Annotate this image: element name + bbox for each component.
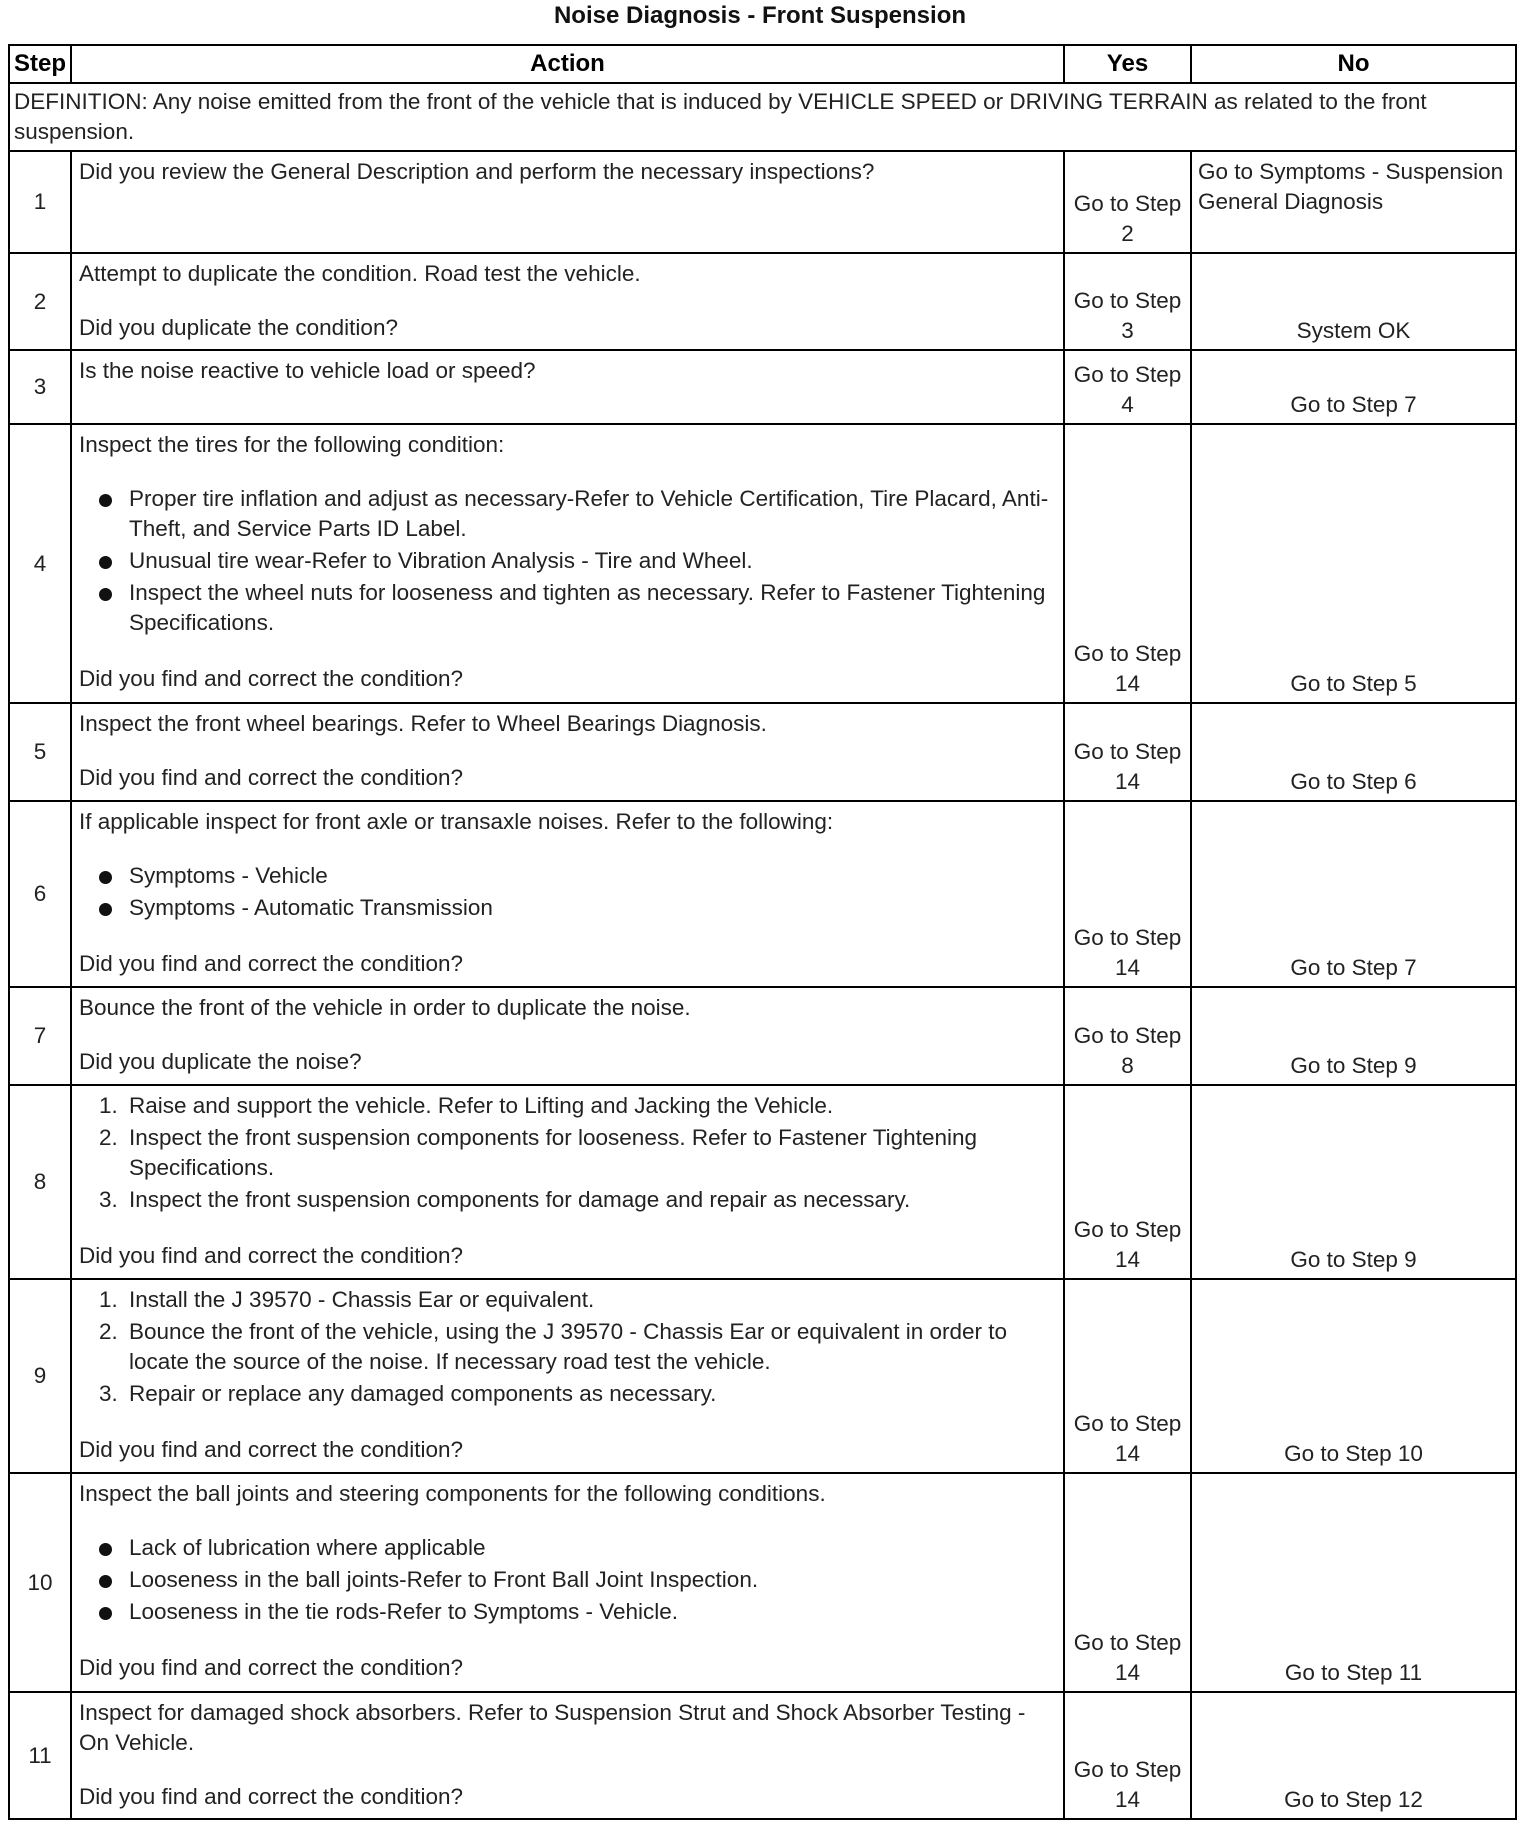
no-result: Go to Step 10 [1191,1279,1516,1473]
yes-result: Go to Step 14 [1064,703,1191,801]
action-question: Did you find and correct the condition? [79,1655,463,1680]
action-cell [71,703,1064,801]
header-yes: Yes [1064,45,1191,83]
action-cell [71,350,1064,424]
no-result: System OK [1191,253,1516,350]
yes-result: Go to Step 14 [1064,424,1191,703]
list-number: 3. [99,1187,118,1212]
action-intro: Is the noise reactive to vehicle load or speed? [79,358,536,383]
list-item: Lack of lubrication where applicable [99,1533,1051,1563]
list-item: Unusual tire wear-Refer to Vibration Analysis - Tire and Wheel. [99,546,1051,576]
no-result: Go to Step 5 [1191,424,1516,703]
action-intro: Inspect the ball joints and steering components for the following conditions. [79,1481,826,1506]
numbered-list [79,1091,1051,1215]
table-row [9,1473,1516,1692]
yes-result: Go to Step 14 [1064,801,1191,987]
yes-result: Go to Step 8 [1064,987,1191,1085]
action-question: Did you find and correct the condition? [79,1784,463,1809]
action-question: Did you duplicate the condition? [79,315,398,340]
action-cell [71,1085,1064,1279]
action-question: Did you find and correct the condition? [79,1243,463,1268]
list-item [99,1123,1051,1183]
step-number: 5 [9,703,71,801]
step-number: 1 [9,151,71,253]
step-number: 3 [9,350,71,424]
list-number: 1. [99,1093,118,1118]
header-action: Action [71,45,1064,83]
table-row [9,350,1516,424]
no-result: Go to Step 12 [1191,1692,1516,1819]
list-text: Repair or replace any damaged components as necessary. [129,1381,717,1406]
table-row [9,1692,1516,1819]
step-number: 10 [9,1473,71,1692]
header-step: Step [9,45,71,83]
no-result: Go to Step 7 [1191,801,1516,987]
action-intro: Inspect for damaged shock absorbers. Refer to Suspension Strut and Shock Absorber Testing - On Vehicle. [79,1700,1026,1755]
action-cell [71,253,1064,350]
action-cell [71,1692,1064,1819]
header-no: No [1191,45,1516,83]
list-item [99,1091,1051,1121]
list-text: Raise and support the vehicle. Refer to Lifting and Jacking the Vehicle. [129,1093,834,1118]
action-intro: Did you review the General Description and perform the necessary inspections? [79,159,875,184]
no-result: Go to Symptoms - Suspension General Diagnosis [1191,151,1516,253]
list-text: Install the J 39570 - Chassis Ear or equivalent. [129,1287,595,1312]
list-text: Inspect the front suspension components for looseness. Refer to Fastener Tightening Specifications. [129,1125,977,1180]
list-item [99,1185,1051,1215]
list-number: 3. [99,1381,118,1406]
list-item: Inspect the wheel nuts for looseness and tighten as necessary. Refer to Fastener Tightening Specifications. [99,578,1051,638]
list-item: Symptoms - Automatic Transmission [99,893,1051,923]
action-cell [71,1473,1064,1692]
table-row [9,1279,1516,1473]
action-cell [71,151,1064,253]
table-row [9,987,1516,1085]
action-cell [71,424,1064,703]
no-result: Go to Step 7 [1191,350,1516,424]
yes-result: Go to Step 14 [1064,1692,1191,1819]
action-cell [71,801,1064,987]
yes-result: Go to Step 14 [1064,1473,1191,1692]
bullet-list [79,484,1051,638]
bullet-list [79,861,1051,923]
table-row [9,424,1516,703]
list-item: Looseness in the tie rods-Refer to Symptoms - Vehicle. [99,1597,1051,1627]
list-text: Bounce the front of the vehicle, using the J 39570 - Chassis Ear or equivalent in order to locate the source of the noise. If necessary road test the vehicle. [129,1319,1008,1374]
list-number: 1. [99,1287,118,1312]
page-title: Noise Diagnosis - Front Suspension [553,2,967,29]
step-number: 2 [9,253,71,350]
header-row [9,45,1516,83]
action-question: Did you find and correct the condition? [79,765,463,790]
list-text: Inspect the front suspension components for damage and repair as necessary. [129,1187,911,1212]
table-row [9,801,1516,987]
definition-text: DEFINITION: Any noise emitted from the front of the vehicle that is induced by VEHICLE SPEED or DRIVING TERRAIN as related to the front suspension. [9,83,1516,151]
action-question: Did you find and correct the condition? [79,951,463,976]
bullet-list [79,1533,1051,1627]
list-item [99,1379,1051,1409]
no-result: Go to Step 6 [1191,703,1516,801]
yes-result: Go to Step 14 [1064,1279,1191,1473]
list-number: 2. [99,1319,118,1344]
table-row [9,703,1516,801]
action-intro: If applicable inspect for front axle or transaxle noises. Refer to the following: [79,809,834,834]
step-number: 8 [9,1085,71,1279]
action-question: Did you find and correct the condition? [79,1437,463,1462]
list-item [99,1285,1051,1315]
action-intro: Inspect the front wheel bearings. Refer to Wheel Bearings Diagnosis. [79,711,767,736]
step-number: 9 [9,1279,71,1473]
action-cell [71,1279,1064,1473]
action-intro: Attempt to duplicate the condition. Road test the vehicle. [79,261,641,286]
list-item [99,1317,1051,1377]
action-question: Did you find and correct the condition? [79,666,463,691]
step-number: 11 [9,1692,71,1819]
action-intro: Bounce the front of the vehicle in order to duplicate the noise. [79,995,691,1020]
list-item: Looseness in the ball joints-Refer to Front Ball Joint Inspection. [99,1565,1051,1595]
action-intro: Inspect the tires for the following condition: [79,432,505,457]
yes-result: Go to Step 14 [1064,1085,1191,1279]
no-result: Go to Step 9 [1191,987,1516,1085]
yes-result: Go to Step 4 [1064,350,1191,424]
step-number: 4 [9,424,71,703]
diagnosis-table [8,44,1517,1820]
yes-result: Go to Step 2 [1064,151,1191,253]
list-number: 2. [99,1125,118,1150]
table-row [9,253,1516,350]
definition-row [9,83,1516,151]
list-item: Symptoms - Vehicle [99,861,1051,891]
table-row [9,1085,1516,1279]
list-item: Proper tire inflation and adjust as necessary-Refer to Vehicle Certification, Tire Placard, Anti-Theft, and Service Parts ID Label. [99,484,1051,544]
action-question: Did you duplicate the noise? [79,1049,362,1074]
action-cell [71,987,1064,1085]
no-result: Go to Step 9 [1191,1085,1516,1279]
no-result: Go to Step 11 [1191,1473,1516,1692]
step-number: 7 [9,987,71,1085]
table-row [9,151,1516,253]
numbered-list [79,1285,1051,1409]
yes-result: Go to Step 3 [1064,253,1191,350]
step-number: 6 [9,801,71,987]
